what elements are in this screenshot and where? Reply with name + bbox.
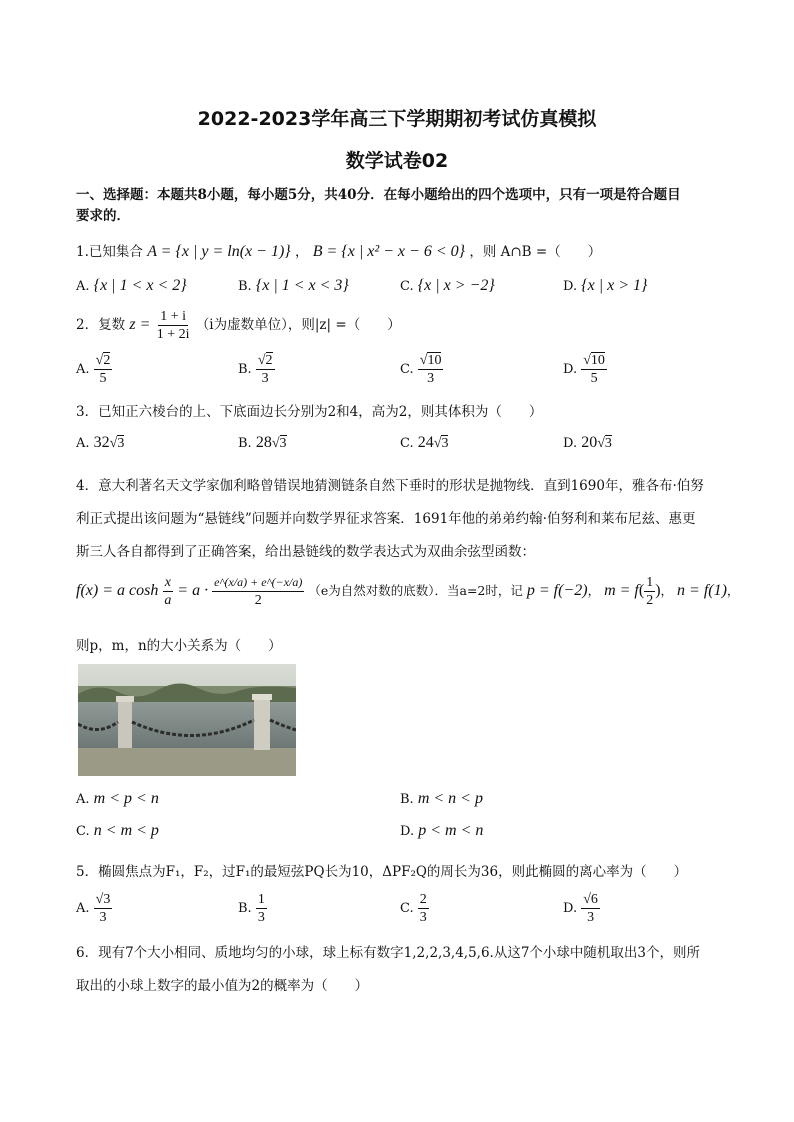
q4-n-def: n = f(1): [677, 582, 727, 599]
option-letter: C.: [400, 436, 414, 451]
q6-line2: 取出的小球上数字的最小值为2的概率为（ ）: [76, 978, 369, 994]
option-value: p < m < n: [418, 822, 484, 839]
radicand: 2: [265, 353, 273, 368]
option-letter: A.: [76, 279, 90, 294]
option-fraction: [256, 352, 275, 387]
q3-option-d[interactable]: [563, 434, 612, 452]
q1-stem: [76, 240, 601, 261]
option-value: {x | 1 < x < 3}: [255, 277, 349, 294]
q4-x-over-a: [162, 574, 173, 609]
radicand: 10: [427, 353, 442, 368]
option-numerator: √10: [583, 353, 605, 368]
q4-option-c[interactable]: [76, 822, 159, 840]
option-root: √3: [433, 436, 449, 451]
frac-den: 2: [646, 593, 654, 608]
option-denominator: 3: [99, 910, 107, 925]
q3-option-b[interactable]: [238, 434, 287, 452]
q1-separator: ，: [294, 244, 309, 260]
q4-option-d[interactable]: [400, 822, 483, 840]
q4-m-def: m = f: [604, 582, 639, 599]
option-root: √3: [597, 436, 612, 451]
frac-num: e^(x/a) + e^(−x/a): [212, 574, 304, 592]
option-letter: C.: [400, 279, 414, 294]
option-letter: A.: [76, 901, 90, 916]
q1-prefix: 1.已知集合: [76, 244, 143, 260]
radicand: 3: [441, 436, 449, 451]
q1-option-a[interactable]: [76, 277, 187, 295]
q4-line2: 利正式提出该问题为“悬链线”问题并向数学界征求答案．1691年他的弟弟约翰·伯努利和莱布尼兹、惠更: [76, 511, 696, 527]
q4-line1: 4．意大利著名天文学家伽利略曾错误地猜测链条自然下垂时的形状是抛物线．直到1690年，雅各布·伯努: [76, 478, 704, 494]
option-denominator: 3: [257, 910, 265, 925]
option-value: m < n < p: [417, 790, 483, 807]
option-letter: C.: [76, 824, 90, 839]
q2-numerator: 1 + i: [160, 309, 187, 324]
q1-option-c[interactable]: [400, 277, 495, 295]
option-numerator: √10: [419, 353, 442, 368]
option-coef: 24: [417, 434, 434, 451]
option-coef: 20: [581, 434, 598, 451]
option-value: n < m < p: [93, 822, 159, 839]
option-value: m < p < n: [93, 790, 159, 807]
q4-line5: 则p，m，n的大小关系为（ ）: [76, 638, 282, 654]
q2-option-a[interactable]: [76, 352, 112, 387]
q6-line1: 6．现有7个大小相同、质地均匀的小球，球上标有数字1,2,2,3,4,5,6.从这7个小球中随机取出3个，则所: [76, 945, 701, 961]
exam-subtitle: 数学试卷02: [345, 150, 449, 172]
option-letter: B.: [238, 362, 252, 377]
option-letter: D.: [400, 824, 415, 839]
q2-stem: [76, 308, 401, 343]
option-letter: B.: [400, 792, 414, 807]
option-value: {x | 1 < x < 2}: [93, 277, 187, 294]
option-denominator: 5: [590, 371, 598, 386]
q2-option-c[interactable]: [400, 352, 443, 387]
q1-option-d[interactable]: [563, 277, 647, 295]
q5-option-c[interactable]: [400, 891, 429, 926]
q4-half: [644, 574, 655, 609]
q2-suffix: （i为虚数单位），则|z| =（ ）: [195, 317, 401, 333]
option-numerator: 2: [419, 892, 427, 907]
q4-cosh: f(x) = a cosh: [76, 582, 159, 599]
option-letter: C.: [400, 362, 414, 377]
option-numerator: √3: [95, 892, 111, 907]
option-denominator: 3: [419, 910, 427, 925]
radicand: 3: [279, 436, 287, 451]
exam-title: 2022-2023学年高三下学期期初考试仿真模拟: [197, 108, 597, 130]
radicand: 2: [103, 353, 111, 368]
q2-denominator: 1 + 2i: [156, 327, 190, 342]
option-letter: C.: [400, 901, 414, 916]
section-heading-line1: 一、选择题：本题共8小题，每小题5分，共40分．在每小题给出的四个选项中，只有一项是符合题目: [76, 187, 681, 203]
comma: ，: [587, 583, 601, 598]
q3-stem: 3．已知正六棱台的上、下底面边长分别为2和4，高为2，则其体积为（ ）: [76, 404, 543, 420]
radicand: 10: [590, 353, 605, 368]
option-root: √3: [271, 436, 287, 451]
option-letter: B.: [238, 436, 252, 451]
option-fraction: [418, 352, 444, 387]
section-heading-line2: 要求的．: [76, 208, 130, 224]
option-value: {x | x > −2}: [417, 277, 495, 294]
option-numerator: √2: [257, 353, 273, 368]
frac-den: 2: [254, 593, 262, 608]
q1-set-a: A = {x | y = ln(x − 1)}: [147, 243, 291, 260]
q5-option-b[interactable]: [238, 891, 267, 926]
frac-den: a: [164, 593, 172, 608]
q4-note: （e为自然对数的底数）．当a=2时，记: [308, 583, 523, 598]
q5-option-d[interactable]: [563, 891, 600, 926]
q2-option-b[interactable]: [238, 352, 275, 387]
comma: ，: [726, 583, 740, 598]
q1-suffix: ，则 A∩B =（ ）: [469, 244, 602, 260]
option-value: {x | x > 1}: [581, 277, 648, 294]
frac-num: 1: [646, 575, 654, 590]
option-letter: B.: [238, 279, 252, 294]
option-letter: D.: [563, 279, 578, 294]
radicand: 3: [604, 436, 612, 451]
option-fraction: [94, 352, 113, 387]
q2-option-d[interactable]: [563, 352, 607, 387]
q4-option-b[interactable]: [400, 790, 483, 808]
chain-railing-photo: [78, 664, 296, 776]
option-root: √3: [109, 436, 125, 451]
option-letter: D.: [563, 901, 578, 916]
q1-set-b: B = {x | x² − x − 6 < 0}: [312, 243, 466, 260]
q2-fraction: [155, 308, 192, 343]
q4-formula-line: f(x) = a cosh $\frac{x}{a}$ = a · $\frac{e\^{}(x/a) + e\^{}(-x/a)}{2}$ （e为自然对数的底数）．当a=2时，记 p = f(−2)， m = f( $\frac{1}{2}$ )， n = f(1)，: [76, 575, 740, 608]
option-numerator: √2: [95, 353, 111, 368]
option-letter: A.: [76, 436, 90, 451]
option-denominator: 3: [427, 371, 435, 386]
q1-option-b[interactable]: [238, 277, 349, 295]
option-letter: D.: [563, 436, 578, 451]
frac-num: x: [164, 575, 171, 590]
option-fraction: [256, 891, 267, 926]
q5-option-a[interactable]: [76, 891, 112, 926]
option-denominator: 5: [99, 371, 107, 386]
option-fraction: [581, 891, 600, 926]
q2-z: z =: [129, 316, 151, 333]
option-coef: 28: [255, 434, 272, 451]
q5-stem: 5．椭圆焦点为F₁，F₂，过F₁的最短弦PQ长为10，ΔPF₂Q的周长为36，则此椭圆的离心率为（ ）: [76, 864, 688, 880]
q4-exp-fraction: [212, 574, 304, 609]
option-denominator: 3: [261, 371, 269, 386]
q4-line3: 斯三人各自都得到了正确答案，给出悬链线的数学表达式为双曲余弦型函数：: [76, 544, 535, 560]
q4-p-def: p = f(−2): [526, 582, 588, 599]
option-coef: 32: [93, 434, 110, 451]
option-fraction: [418, 891, 429, 926]
q4-dot-a: = a ·: [177, 582, 209, 599]
option-letter: D.: [563, 362, 578, 377]
q2-prefix: 2．复数: [76, 317, 126, 333]
option-letter: B.: [238, 901, 252, 916]
q3-option-c[interactable]: [400, 434, 448, 452]
option-denominator: 3: [587, 910, 595, 925]
option-numerator: 1: [257, 892, 265, 907]
q4-option-a[interactable]: [76, 790, 159, 808]
option-numerator: √6: [583, 892, 598, 907]
comma: ，: [660, 583, 674, 598]
option-fraction: [94, 891, 113, 926]
q3-option-a[interactable]: [76, 434, 124, 452]
option-letter: A.: [76, 362, 90, 377]
option-fraction: [581, 352, 607, 387]
option-letter: A.: [76, 792, 90, 807]
radicand: 3: [117, 436, 125, 451]
